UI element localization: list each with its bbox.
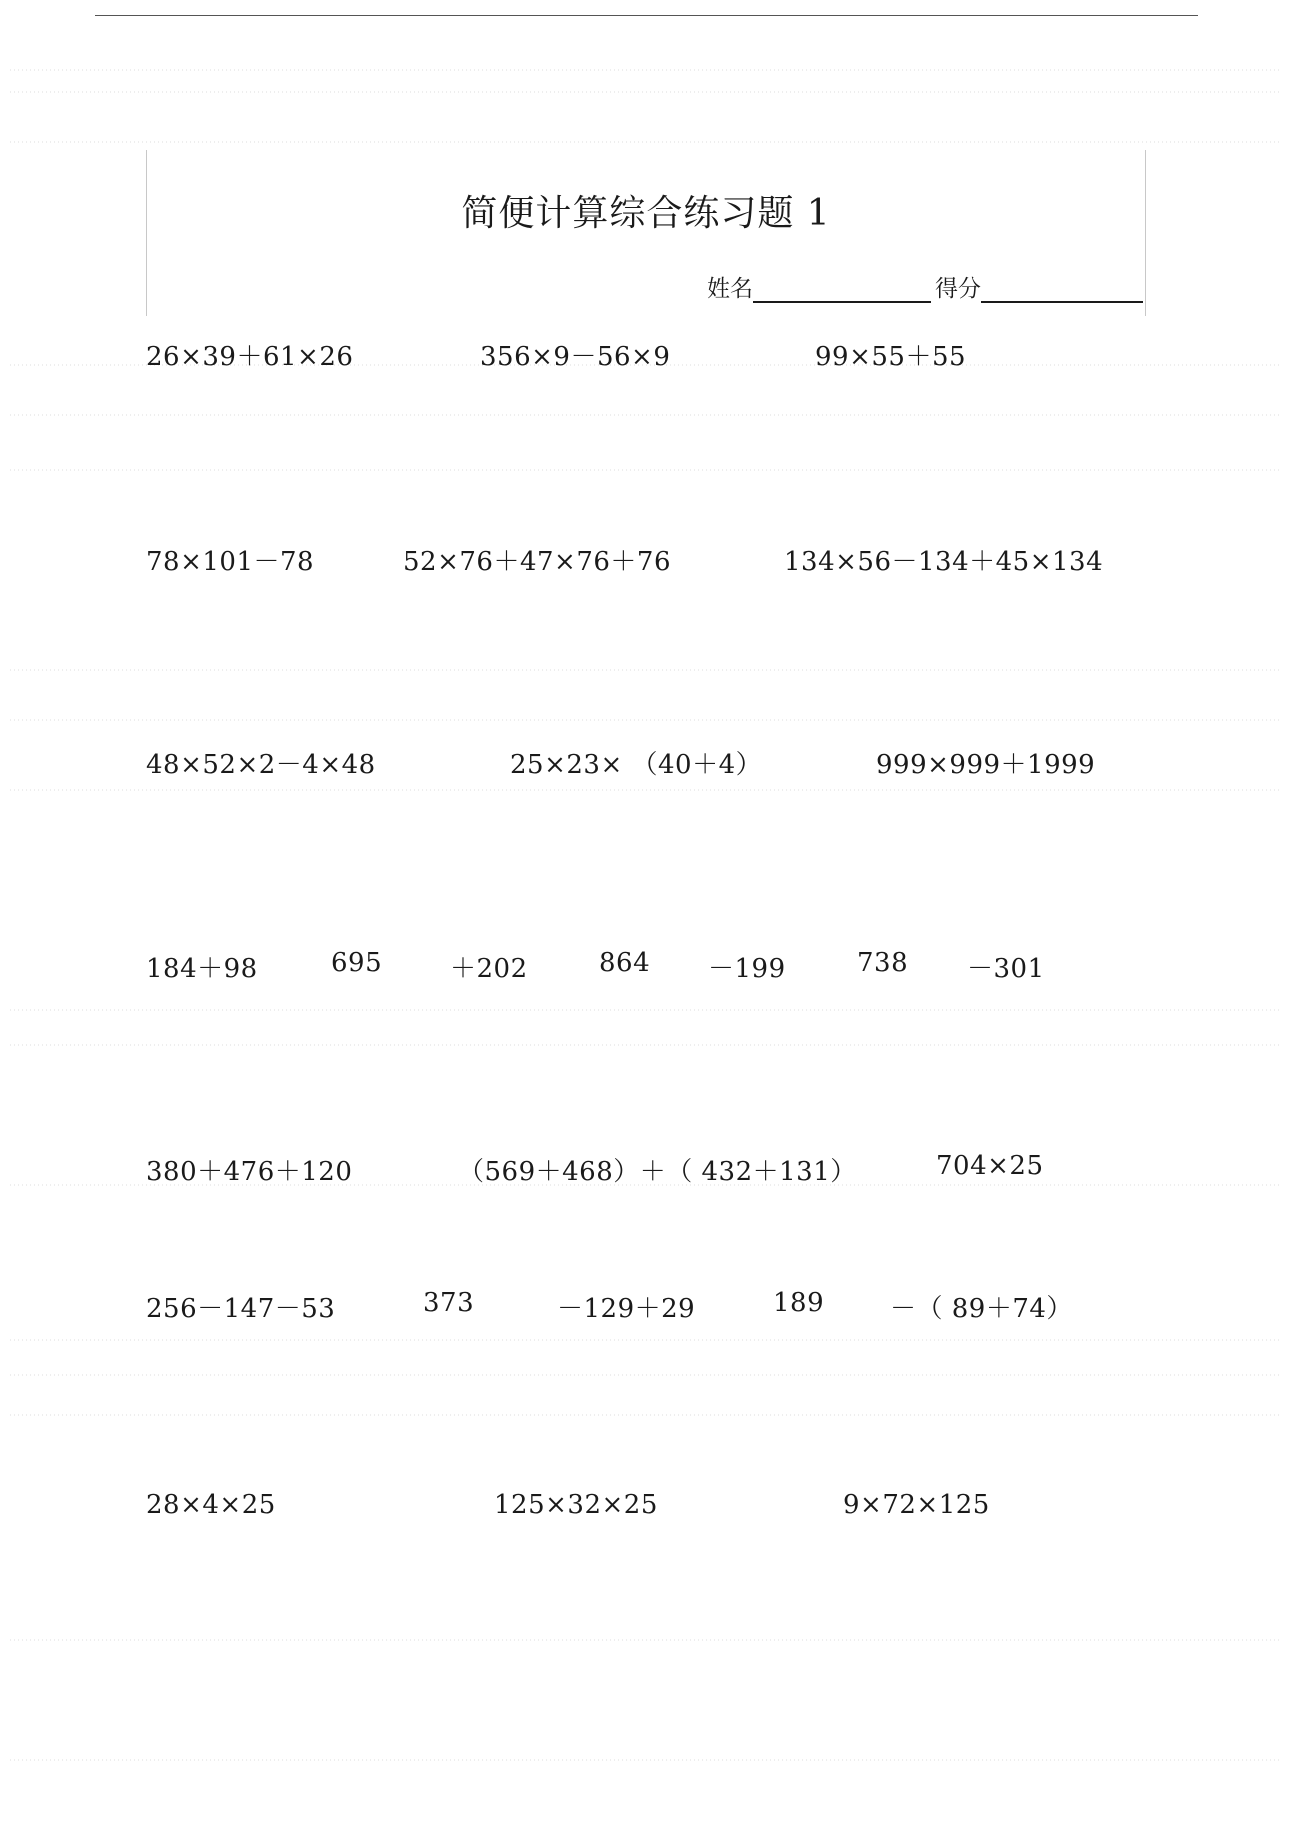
- problem-r1c1: 26×39＋61×26: [146, 342, 354, 372]
- problem-r6d: 189: [773, 1288, 825, 1318]
- problem-r1c3: 99×55＋55: [815, 342, 967, 372]
- problem-r6c: －129＋29: [557, 1294, 696, 1324]
- problem-r6b: 373: [423, 1288, 475, 1318]
- problem-r3c3: 999×999＋1999: [876, 750, 1096, 780]
- problem-r4c: ＋202: [450, 954, 528, 984]
- problem-r4g: －301: [967, 954, 1045, 984]
- problem-r4f: 738: [857, 948, 909, 978]
- problem-r2c2: 52×76＋47×76＋76: [403, 547, 671, 577]
- name-label: 姓名: [707, 276, 753, 302]
- score-label: 得分: [935, 276, 981, 302]
- problem-r2c3: 134×56－134＋45×134: [784, 547, 1104, 577]
- problem-r7c1: 28×4×25: [146, 1490, 276, 1520]
- problem-r4e: －199: [708, 954, 786, 984]
- problem-r6a: 256－147－53: [146, 1294, 336, 1324]
- problem-r6e: －（ 89＋74）: [890, 1294, 1073, 1324]
- problem-r3c1: 48×52×2－4×48: [146, 750, 376, 780]
- problem-r5c3: 704×25: [936, 1151, 1044, 1181]
- top-rule: [95, 15, 1198, 16]
- problem-r5c2: （569＋468）＋（ 432＋131）: [458, 1157, 857, 1187]
- problem-r4b: 695: [331, 948, 383, 978]
- problem-r7c3: 9×72×125: [843, 1490, 990, 1520]
- name-blank[interactable]: [753, 277, 931, 303]
- problem-r1c2: 356×9－56×9: [480, 342, 671, 372]
- name-score-fields: [707, 270, 1143, 303]
- problem-r4d: 864: [599, 948, 651, 978]
- problem-r4a: 184＋98: [146, 954, 258, 984]
- score-blank[interactable]: [981, 277, 1143, 303]
- problem-r5c1: 380＋476＋120: [146, 1157, 353, 1187]
- worksheet-title: 简便计算综合练习题 1: [461, 193, 831, 234]
- problem-r2c1: 78×101－78: [146, 547, 315, 577]
- header-box: [146, 150, 1146, 316]
- problem-r7c2: 125×32×25: [494, 1490, 658, 1520]
- problem-r3c2: 25×23× （40＋4）: [510, 750, 763, 780]
